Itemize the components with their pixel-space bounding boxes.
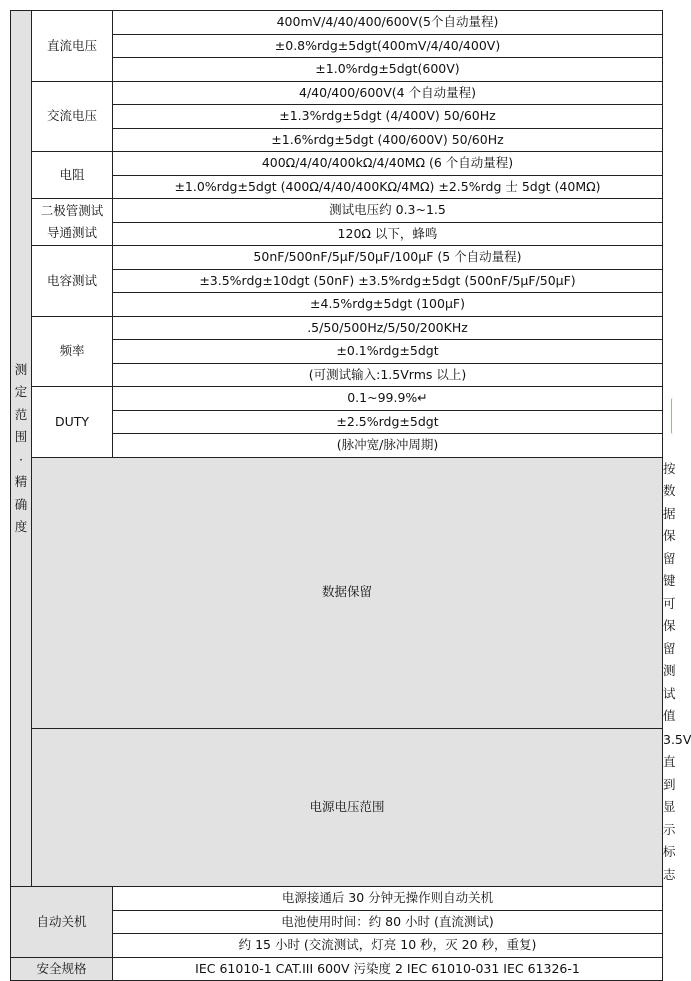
row-label-resistance: 电阻 <box>32 152 113 199</box>
spec-row-data-hold: 数据保留 按数据保留键可保留测试值 <box>11 457 663 728</box>
spec-row-ac-voltage <box>11 81 663 105</box>
row-label-auto-power-off: 自动关机 <box>11 887 113 958</box>
group-label-char: 确 <box>14 496 28 512</box>
spec-row-frequency <box>11 316 663 340</box>
group-label-char: 定 <box>14 384 28 399</box>
value-line: (可测试输入:1.5Vrms 以上) <box>113 363 663 387</box>
value-line: ±3.5%rdg±10dgt (50nF) ±3.5%rdg±5dgt (500nF/5μF/50μF) <box>113 269 663 293</box>
value-line: 400mV/4/40/400/600V(5个自动量程) <box>113 11 663 35</box>
value-line: 电池使用时间：约 80 小时 (直流测试) <box>113 910 663 934</box>
value-line: (脉冲宽/脉冲周期) <box>113 434 663 458</box>
value-line: 4/40/400/600V(4 个自动量程) <box>113 81 663 105</box>
value-line: ±0.8%rdg±5dgt(400mV/4/40/400V) <box>113 34 663 58</box>
spec-row-duty <box>11 387 663 411</box>
group-label-char: 围 <box>14 429 28 444</box>
row-label-ac-voltage: 交流电压 <box>32 81 113 152</box>
spec-row-supply-voltage: 电源电压范围 3.5V 直到显示标志 <box>11 728 663 887</box>
value-line: 50nF/500nF/5μF/50μF/100μF (5 个自动量程) <box>113 246 663 270</box>
row-label-dc-voltage: 直流电压 <box>32 11 113 82</box>
value-line: ±1.6%rdg±5dgt (400/600V) 50/60Hz <box>113 128 663 152</box>
value-line: ±1.3%rdg±5dgt (4/400V) 50/60Hz <box>113 105 663 129</box>
row-label-safety: 安全规格 <box>11 957 113 981</box>
spec-row-capacitance <box>11 246 663 270</box>
row-label-duty: DUTY <box>32 387 113 458</box>
spec-row-safety <box>11 957 663 981</box>
row-label-supply-voltage: 电源电压范围 <box>32 728 663 887</box>
value-line: 0.1~99.9%↵ <box>113 387 663 411</box>
value-line: 测试电压约 0.3~1.5 <box>113 199 663 223</box>
spec-row-diode-continuity <box>11 199 663 223</box>
value-line: ±4.5%rdg±5dgt (100μF) <box>113 293 663 317</box>
value-line: 约 15 小时 (交流测试，灯亮 10 秒，灭 20 秒，重复) <box>113 934 663 958</box>
group-label-measurement-range-accuracy <box>11 11 32 887</box>
spec-table <box>10 10 691 981</box>
row-label-capacitance: 电容测试 <box>32 246 113 317</box>
group-label-char: 范 <box>14 406 28 422</box>
value-line: ±2.5%rdg±5dgt <box>113 410 663 434</box>
value-line: IEC 61010-1 CAT.III 600V 污染度 2 IEC 61010-031 IEC 61326-1 <box>113 957 663 981</box>
value-line: ±1.0%rdg±5dgt (400Ω/4/40/400KΩ/4MΩ) ±2.5%rdg 士 5dgt (40MΩ) <box>113 175 663 199</box>
spec-row-resistance <box>11 152 663 176</box>
value-line: 电源接通后 30 分钟无操作则自动关机 <box>113 887 663 911</box>
group-label-char: 度 <box>14 519 28 534</box>
spec-row-auto-power-off <box>11 887 663 911</box>
row-label-line: 导通测试 <box>46 225 97 240</box>
group-label-char: · <box>19 451 23 467</box>
value-line: ±1.0%rdg±5dgt(600V) <box>113 58 663 82</box>
spec-row-dc-voltage <box>11 11 663 35</box>
edge-artifact <box>671 398 675 434</box>
group-label-char: 测 <box>14 361 28 377</box>
value-line: 400Ω/4/40/400kΩ/4/40MΩ (6 个自动量程) <box>113 152 663 176</box>
row-label-diode-continuity <box>32 199 113 246</box>
row-label-line: 二极管测试 <box>40 202 104 218</box>
value-line: ±0.1%rdg±5dgt <box>113 340 663 364</box>
value-line: 120Ω 以下，蜂鸣 <box>113 222 663 246</box>
row-label-frequency: 频率 <box>32 316 113 387</box>
group-label-char: 精 <box>14 474 28 489</box>
value-line: .5/50/500Hz/5/50/200KHz <box>113 316 663 340</box>
row-label-data-hold: 数据保留 <box>32 457 663 728</box>
